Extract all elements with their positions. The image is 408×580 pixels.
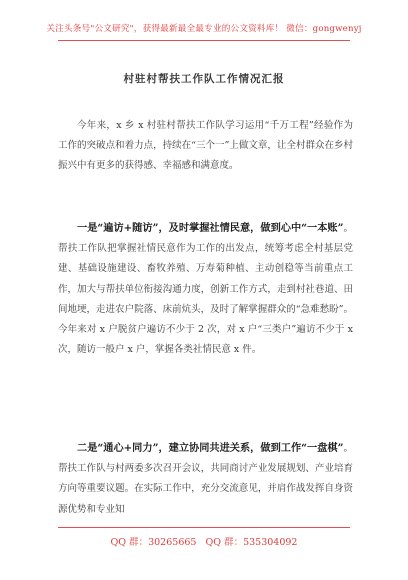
footer-qq-group-2: QQ 群：535304092 — [205, 537, 298, 548]
footer — [0, 534, 408, 548]
paragraph-text: 。帮扶工作队把掌握社情民意作为工作的出发点，统筹考虑全村基层党建、基础设施建设、畜牧养殖、万寿菊种植、主动创稳等当前重点工作，加大与帮扶单位衔接沟通力度，创新工作方式，走到村社巷道、田间地埂，走进农户院落、床前炕头，及时了解掌握群众的“急难愁盼”。今年来对 x 户脱贫户遍访不少于 2 次，对 x 户“三类户”遍访不少于 x 次，随访一般户 x 户，掌握各类社情民意 x 件。 — [58, 223, 353, 356]
paragraph-text: 。帮扶工作队与村两委多次召开会议，共同商讨产业发展规划、产业培育方向等重要议题。在实际工作中，充分交流意见，并肩作战发挥自身资源优势和专业知 — [58, 443, 353, 515]
section-heading: 一是“遍访+随访”，及时掌握社情民意，做到心中“一本账” — [77, 222, 344, 234]
paragraph-intro — [58, 116, 353, 177]
paragraph-text: 今年来，x 乡 x 村驻村帮扶工作队学习运用“千万工程”经验作为工作的突破点和着力点，持续在“三个一”上做文章，让全村群众在乡村振兴中有更多的获得感、幸福感和满意度。 — [58, 120, 353, 172]
document-title: 村驻村帮扶工作队工作情况汇报 — [123, 73, 285, 85]
header-banner: 关注头条号"公文研究"，获得最新最全最专业的公文资料库！ 微信：gongwenyj — [46, 24, 362, 34]
paragraph-section-two — [58, 438, 353, 520]
section-heading: 二是“通心+同力”，建立协同共进关系，做到工作“一盘棋” — [77, 442, 344, 454]
paragraph-section-one — [58, 218, 353, 360]
footer-qq-group-1: QQ 群：30265665 — [110, 537, 197, 548]
header-divider — [58, 40, 350, 41]
footer-divider — [58, 527, 350, 528]
